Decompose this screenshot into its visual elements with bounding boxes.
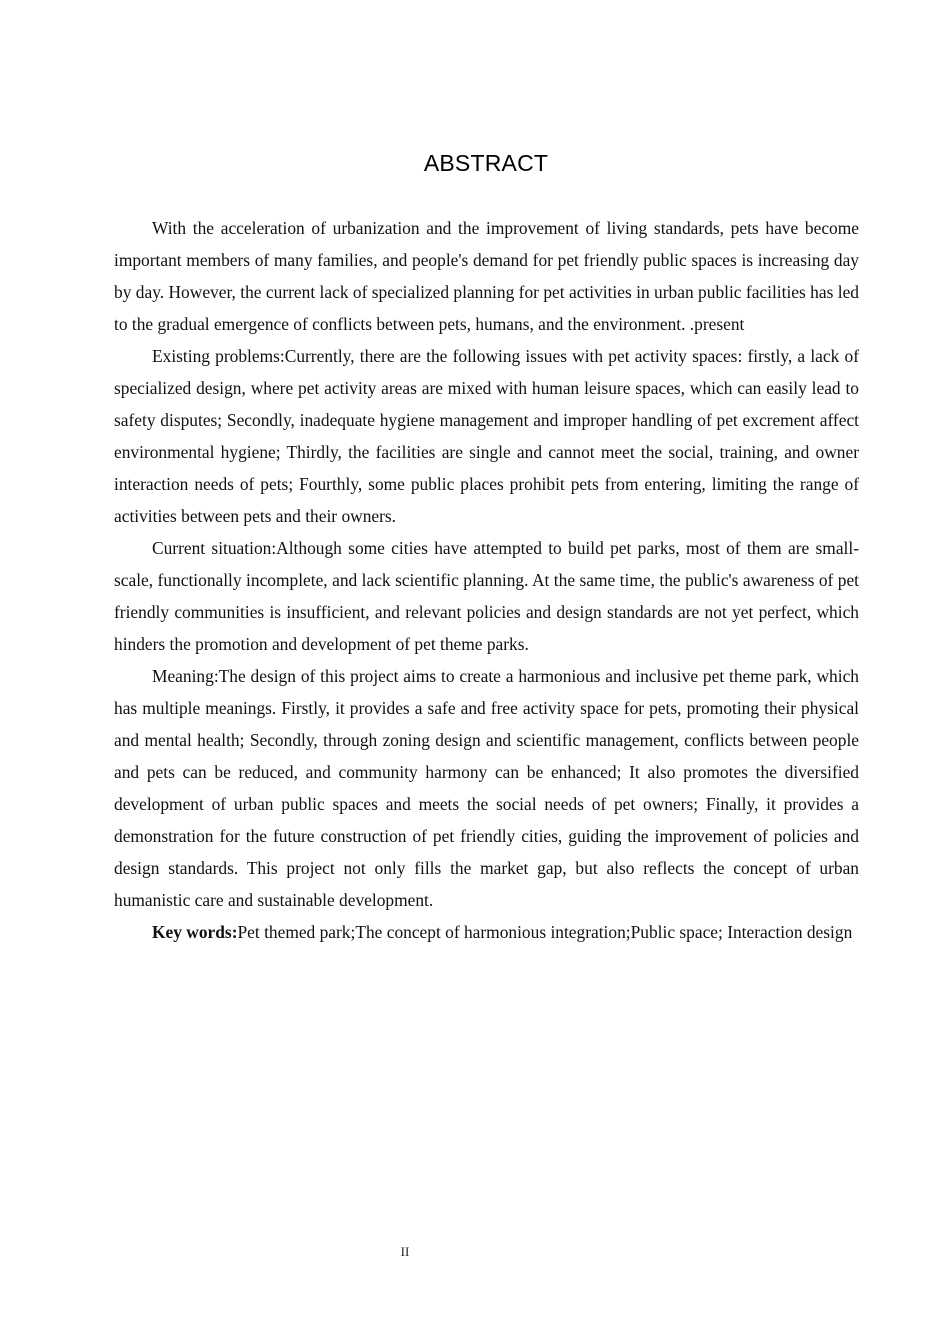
abstract-body [114, 212, 859, 948]
paragraph-intro: With the acceleration of urbanization and the improvement of living standards, pets have become important members of many families, and people's demand for pet friendly public spaces is increasing day by day. However, the current lack of specialized planning for pet activities in urban public facilities has led to the gradual emergence of conflicts between pets, humans, and the environment. .present [114, 218, 859, 334]
paragraph-meaning: Meaning:The design of this project aims to create a harmonious and inclusive pet theme park, which has multiple meanings. Firstly, it provides a safe and free activity space for pets, promoting their physical and mental health; Secondly, through zoning design and scientific management, conflicts between people and pets can be reduced, and community harmony can be enhanced; It also promotes the diversified development of urban public spaces and meets the social needs of pet owners; Finally, it provides a demonstration for the future construction of pet friendly cities, guiding the improvement of policies and design standards. This project not only fills the market gap, but also reflects the concept of urban humanistic care and sustainable development. [114, 666, 859, 910]
paragraph-existing-problems: Existing problems:Currently, there are the following issues with pet activity spaces: firstly, a lack of specialized design, where pet activity areas are mixed with human leisure spaces, which can easily lead to safety disputes; Secondly, inadequate hygiene management and improper handling of pet excrement affect environmental hygiene; Thirdly, the facilities are single and cannot meet the social, training, and owner interaction needs of pets; Fourthly, some public places prohibit pets from entering, limiting the range of activities between pets and their owners. [114, 346, 859, 526]
keywords-label: Key words: [152, 922, 238, 942]
paragraph-current-situation: Current situation:Although some cities have attempted to build pet parks, most of them are small-scale, functionally incomplete, and lack scientific planning. At the same time, the public's awareness of pet friendly communities is insufficient, and relevant policies and design standards are not yet perfect, which hinders the promotion and development of pet theme parks. [114, 538, 859, 654]
abstract-title: ABSTRACT [423, 150, 549, 176]
keywords-line [114, 916, 859, 948]
page-number: II [400, 1244, 410, 1259]
keywords-text: Pet themed park;The concept of harmonious integration;Public space; Interaction design [237, 922, 853, 942]
